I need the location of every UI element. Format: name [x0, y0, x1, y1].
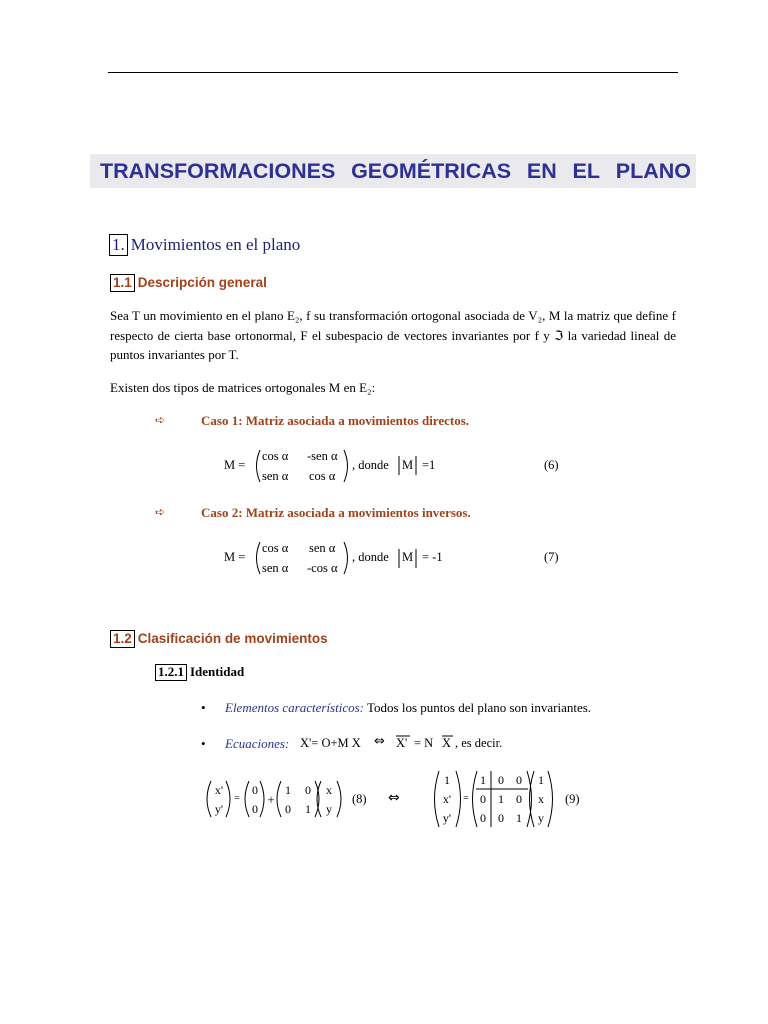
case-2-det: M: [402, 550, 414, 564]
eq8-eq: =: [234, 793, 240, 804]
case-1-lhs: M =: [224, 458, 246, 472]
eq9-v1-2: y': [442, 811, 452, 825]
eq8-plus: +: [267, 792, 275, 807]
eq8-m-0: 1: [285, 783, 291, 797]
case-1-label: Caso 1: Matriz asociada a movimientos directos.: [201, 413, 470, 428]
xbar-1: X': [396, 736, 408, 750]
eq8-v3-1: y: [326, 802, 332, 816]
eq9-v1-1: x': [442, 792, 452, 806]
arrow-icon: ➪: [155, 413, 166, 427]
case-2-m11: cos α: [262, 541, 289, 555]
case-2-donde: , donde: [352, 550, 389, 564]
bullet-item: [225, 700, 591, 716]
equivalence-symbol: ⇔: [374, 734, 385, 749]
arrow-icon: ➪: [155, 505, 166, 519]
case-2-m12: sen α: [309, 541, 336, 555]
eq-a: X'= O+M X: [300, 736, 361, 750]
case-2-m21: sen α: [262, 561, 289, 575]
case-1-m12: -sen α: [307, 449, 338, 463]
eq9-m-0: 1: [480, 773, 486, 787]
eq8-m-3: 1: [305, 802, 311, 816]
section-title: Movimientos en el plano: [130, 234, 301, 254]
eq9-m-8: 1: [516, 811, 522, 825]
title-word: EN: [526, 158, 557, 183]
section-number: 1.2.1: [155, 664, 187, 681]
eq9-m-4: 1: [498, 792, 504, 806]
tipos-text: Existen dos tipos de matrices ortogonales M en E₂:: [110, 380, 376, 395]
eq8-v3-0: x: [326, 783, 332, 797]
bullet-text: Todos los puntos del plano son invariantes.: [364, 700, 592, 715]
eq8-v2-0: 0: [252, 783, 258, 797]
equation-number: (6): [544, 458, 559, 472]
bullet-item-equations: [225, 736, 289, 752]
case-1-rhs: =1: [422, 458, 436, 472]
eq9-m-7: 0: [498, 811, 504, 825]
eq9-m-5: 0: [516, 792, 522, 806]
case-1-m22: cos α: [309, 469, 336, 483]
eq8-v1-0: x': [214, 783, 224, 797]
equivalence-symbol: ⇔: [388, 790, 400, 806]
case-2-lhs: M =: [224, 550, 246, 564]
section-number: 1.2: [110, 630, 135, 648]
section-title: Clasificación de movimientos: [137, 631, 328, 647]
case-1-det: M: [402, 458, 414, 472]
section-heading-1-2-1: [155, 664, 244, 681]
case-1-donde: , donde: [352, 458, 389, 472]
section-heading-1-2: [110, 630, 328, 648]
case-2-label: Caso 2: Matriz asociada a movimientos inversos.: [201, 505, 471, 520]
eq-mid: = N: [414, 736, 434, 750]
case-1-m11: cos α: [262, 449, 289, 463]
eq8-m-1: 0: [305, 783, 311, 797]
eq9-m-3: 0: [480, 792, 486, 806]
case-2-m22: -cos α: [307, 561, 338, 575]
eq8-v2-1: 0: [252, 802, 258, 816]
eq9-v3-2: y: [538, 811, 544, 825]
section-number: 1.: [109, 234, 128, 256]
eq8-v1-1: y': [214, 802, 224, 816]
title-word: PLANO: [615, 158, 691, 183]
case-1-m21: sen α: [262, 469, 289, 483]
eq9-v1-0: 1: [444, 773, 450, 787]
case-2-rhs: = -1: [422, 550, 443, 564]
section-title: Descripción general: [137, 275, 267, 291]
intro-text: Sea T un movimiento en el plano E₂, f su transformación ortogonal asociada de V₂, M la matriz que define f respecto de cierta base ortonormal, F el subespacio de vectores invariantes por f y ℑ la variedad lineal de puntos invariantes por T.: [110, 308, 676, 362]
title-word: GEOMÉTRICAS: [351, 158, 512, 183]
section-number: 1.1: [110, 274, 135, 292]
eq8-m-2: 0: [285, 802, 291, 816]
equation-number: (9): [565, 792, 580, 806]
eq9-m-1: 0: [498, 773, 504, 787]
eq9-v3-0: 1: [538, 773, 544, 787]
xbar-2: X: [442, 736, 452, 750]
eq-tail: , es decir.: [455, 736, 503, 750]
section-title: Identidad: [190, 664, 245, 680]
eq9-m-2: 0: [516, 773, 522, 787]
bullet-icon: •: [201, 736, 206, 751]
equation-number: (8): [352, 792, 367, 806]
bullet-label: Elementos característicos:: [225, 700, 364, 715]
bullet-icon: •: [201, 700, 206, 715]
title-word: TRANSFORMACIONES: [100, 158, 336, 183]
eq9-v3-1: x: [538, 792, 544, 806]
eq9-m-6: 0: [480, 811, 486, 825]
bullet-label: Ecuaciones:: [225, 736, 290, 751]
title-word: EL: [572, 158, 600, 183]
equation-number: (7): [544, 550, 559, 564]
eq9-eq: =: [463, 793, 469, 804]
